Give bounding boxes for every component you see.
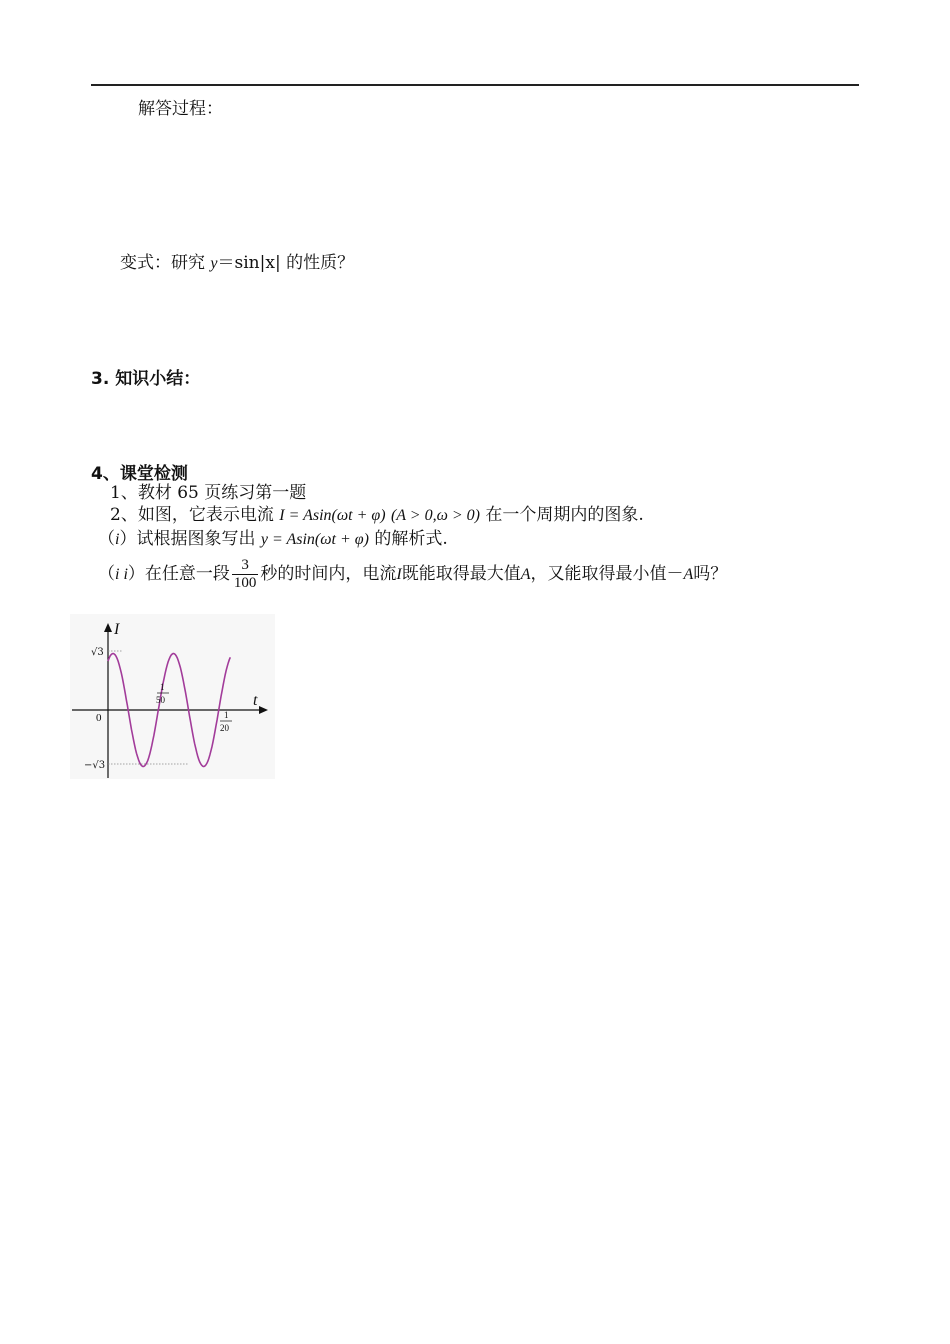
y-min-label: −√3 <box>84 760 106 771</box>
q1-open: （ <box>98 529 115 549</box>
q2-mid3: ，又能取得最小值－ <box>530 564 684 584</box>
variant-question <box>120 252 354 275</box>
q2-roman: i i <box>115 566 128 583</box>
current-graph <box>70 614 275 779</box>
q2-end: 吗？ <box>693 564 728 584</box>
q2-open: （ <box>98 564 115 584</box>
answer-label: 解答过程： <box>138 99 223 119</box>
header-rule <box>91 84 859 86</box>
q1-roman: i <box>115 531 120 548</box>
graph-background <box>70 614 275 779</box>
x-tick1-num: 1 <box>160 682 165 692</box>
q2-mid: ）在任意一段 <box>127 564 230 584</box>
q2-mid2: 既能取得最大值 <box>401 564 521 584</box>
question-2 <box>98 556 727 593</box>
q2-var-A: A <box>520 566 531 583</box>
item2-formula: I = Asin(ωt + φ) <box>279 507 386 524</box>
q2-var-I: I <box>396 566 402 583</box>
check-heading: 4、课堂检测 <box>91 464 188 484</box>
item2-condition: (A > 0,ω > 0) <box>390 507 480 524</box>
variant-prefix: 变式：研究 <box>120 253 205 273</box>
q2-frac-den: 100 <box>233 575 257 591</box>
variant-eq: ＝sin|x| <box>217 253 281 273</box>
x-tick1-den: 50 <box>156 695 165 705</box>
y-axis-label: I <box>114 621 120 638</box>
check-item-2 <box>110 504 644 527</box>
item2-prefix: 2、如图，它表示电流 <box>110 505 274 525</box>
variant-suffix: 的性质？ <box>280 253 355 273</box>
item2-suffix: 在一个周期内的图象. <box>485 505 644 525</box>
q1-mid: ）试根据图象写出 <box>119 529 256 549</box>
origin-label: 0 <box>96 712 102 724</box>
check-item-1: 1、教材 65 页练习第一题 <box>110 483 307 503</box>
q1-suffix: 的解析式. <box>374 529 448 549</box>
x-axis-label: t <box>253 692 258 709</box>
x-tick2-num: 1 <box>224 710 229 720</box>
q2-after-frac: 秒的时间内，电流 <box>260 564 397 584</box>
x-tick2-den: 20 <box>220 723 229 733</box>
q2-frac-num: 3 <box>232 557 259 575</box>
summary-heading: 3. 知识小结： <box>91 369 201 389</box>
question-1 <box>98 528 448 551</box>
q1-formula: y = Asin(ωt + φ) <box>260 531 369 548</box>
y-max-label: √3 <box>91 647 104 658</box>
variant-y: y <box>210 255 218 272</box>
q2-fraction <box>232 557 259 592</box>
q2-var-A2: A <box>683 566 694 583</box>
